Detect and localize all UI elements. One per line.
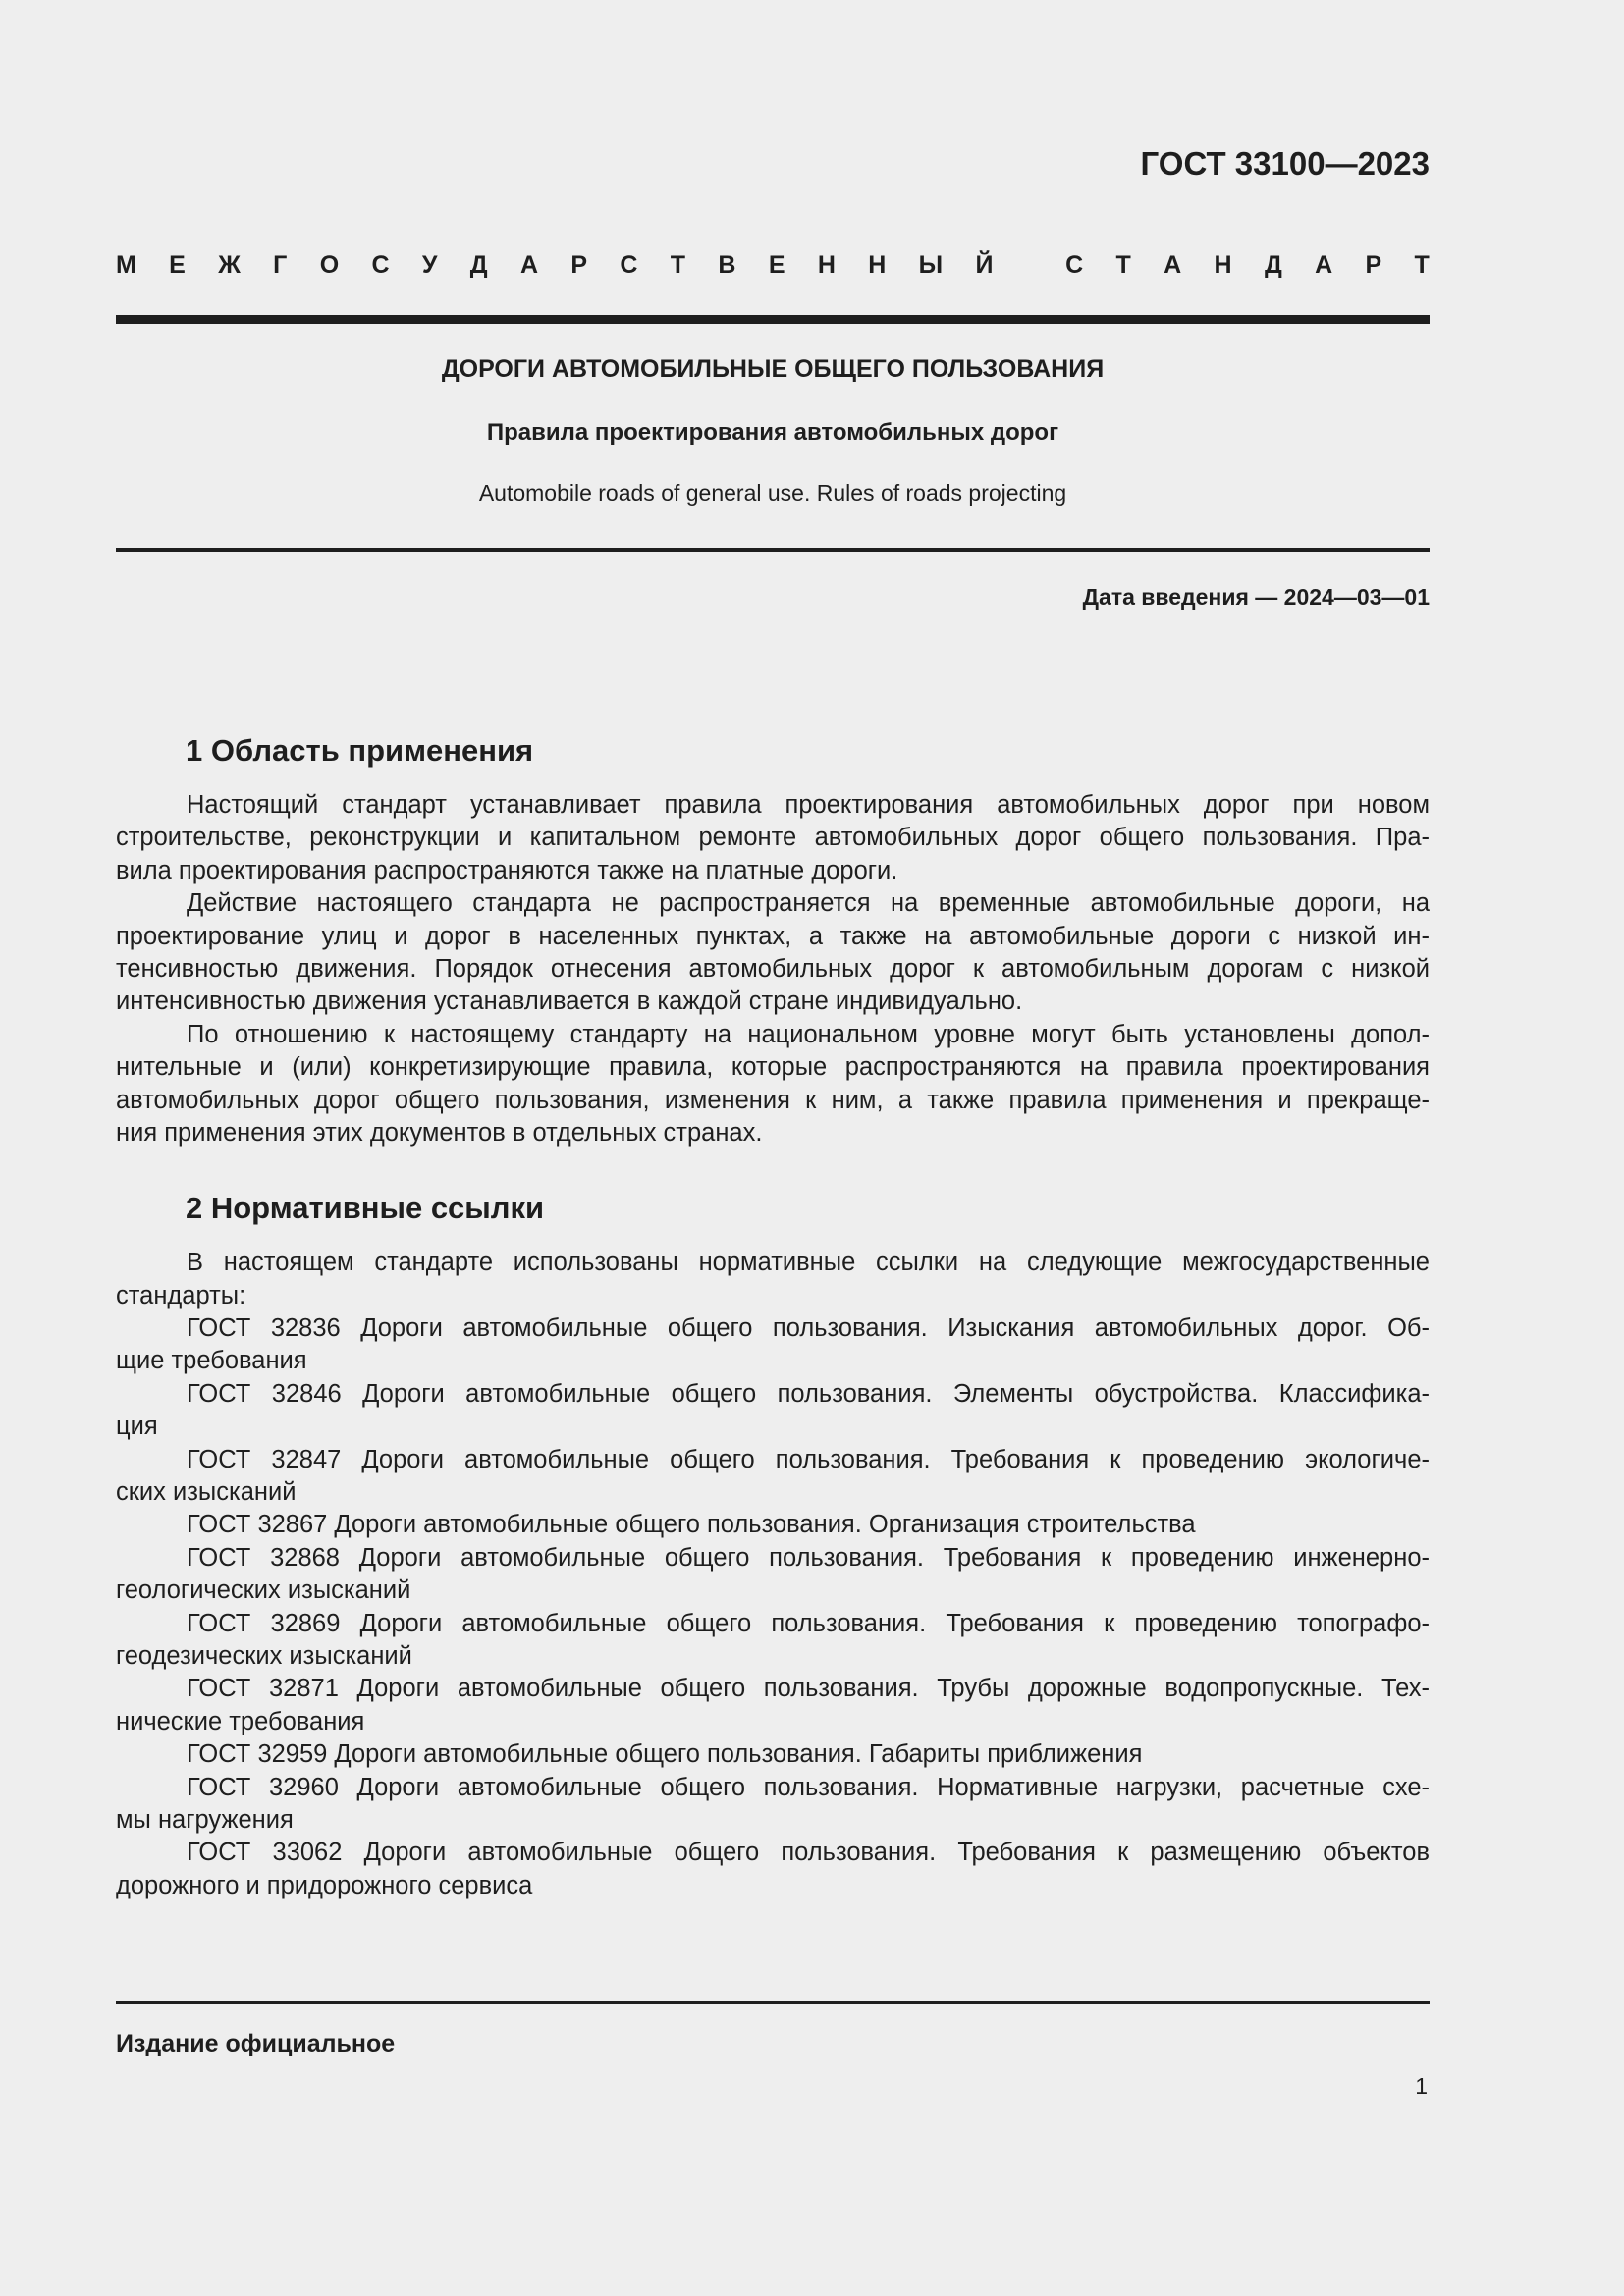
footer-divider	[116, 2001, 1430, 2004]
heading-letter: М	[116, 251, 136, 279]
heading-letter: В	[718, 251, 736, 279]
heading-letter: Н	[1214, 251, 1232, 279]
heading-letter: Т	[1414, 251, 1430, 279]
introduction-date: Дата введения — 2024—03—01	[1082, 584, 1430, 610]
reference-item	[116, 1509, 1430, 1541]
text-line: щие требования	[116, 1347, 307, 1375]
heading-letter: Е	[768, 251, 785, 279]
reference-item	[116, 1542, 1430, 1608]
heading-letter: Й	[975, 251, 994, 279]
reference-item	[116, 1378, 1430, 1444]
paragraph	[116, 1019, 1430, 1150]
text-line: проектирование улиц и дорог в населенных пунктах, а также на автомобильные дороги с низкой ин-	[116, 922, 1430, 950]
text-line: Настоящий стандарт устанавливает правила проектирования автомобильных дорог при новом	[187, 791, 1430, 819]
text-line: ских изысканий	[116, 1478, 297, 1507]
heading-letter: Е	[169, 251, 186, 279]
heading-letter: Ы	[918, 251, 944, 279]
heading-letter: С	[1065, 251, 1084, 279]
reference-item	[116, 1608, 1430, 1674]
text-line: геодезических изысканий	[116, 1641, 412, 1670]
text-line: ция	[116, 1413, 158, 1441]
official-edition-label: Издание официальное	[116, 2030, 396, 2057]
text-line: ГОСТ 33062 Дороги автомобильные общего пользования. Требования к размещению объектов	[187, 1839, 1430, 1867]
text-line: нические требования	[116, 1707, 365, 1735]
paragraph	[116, 887, 1430, 1019]
standard-type-heading	[116, 251, 1430, 280]
divider	[116, 548, 1430, 552]
text-line: ГОСТ 32959 Дороги автомобильные общего пользования. Габариты приближения	[187, 1740, 1143, 1769]
heading-letter: Н	[868, 251, 887, 279]
document-title: ДОРОГИ АВТОМОБИЛЬНЫЕ ОБЩЕГО ПОЛЬЗОВАНИЯ	[441, 355, 1105, 383]
paragraph	[116, 1247, 1430, 1312]
letter-gap	[1026, 251, 1033, 280]
heading-letter: А	[1164, 251, 1182, 279]
heading-letter: Т	[1115, 251, 1131, 279]
text-line: ГОСТ 32871 Дороги автомобильные общего пользования. Трубы дорожные водопропускные. Тех-	[187, 1675, 1430, 1703]
text-line: интенсивностью движения устанавливается в каждой стране индивидуально.	[116, 988, 1023, 1016]
heading-letter: Р	[1365, 251, 1382, 279]
document-code: ГОСТ 33100—2023	[1140, 145, 1430, 182]
text-line: ГОСТ 32960 Дороги автомобильные общего пользования. Нормативные нагрузки, расчетные схе-	[187, 1773, 1430, 1801]
reference-item	[116, 1312, 1430, 1378]
document-subtitle: Правила проектирования автомобильных дорог	[486, 419, 1059, 446]
text-line: автомобильных дорог общего пользования, изменения к ним, а также правила применения и прекраще-	[116, 1086, 1430, 1114]
heading-letter: Н	[817, 251, 836, 279]
text-line: ГОСТ 32869 Дороги автомобильные общего пользования. Требования к проведению топографо-	[187, 1609, 1430, 1637]
heading-letter: О	[319, 251, 340, 279]
heading-letter: А	[1315, 251, 1333, 279]
text-line: мы нагружения	[116, 1805, 294, 1834]
thick-divider	[116, 315, 1430, 324]
reference-item	[116, 1738, 1430, 1771]
section-heading: 2 Нормативные ссылки	[186, 1191, 545, 1226]
text-line: строительстве, реконструкции и капитальном ремонте автомобильных дорог общего пользования. Пра-	[116, 824, 1430, 852]
reference-item	[116, 1673, 1430, 1738]
text-line: ГОСТ 32847 Дороги автомобильные общего пользования. Требования к проведению экологиче-	[187, 1445, 1430, 1473]
text-line: Действие настоящего стандарта не распространяется на временные автомобильные дороги, на	[187, 889, 1430, 918]
heading-letter: У	[421, 251, 438, 279]
heading-letter: Р	[570, 251, 588, 279]
heading-letter: С	[371, 251, 390, 279]
heading-letter: Д	[469, 251, 488, 279]
heading-letter: А	[519, 251, 539, 279]
text-line: ГОСТ 32836 Дороги автомобильные общего пользования. Изыскания автомобильных дорог. Об-	[187, 1314, 1430, 1343]
text-line: ния применения этих документов в отдельных странах.	[116, 1118, 763, 1147]
heading-letter: Г	[273, 251, 288, 279]
text-line: тенсивностью движения. Порядок отнесения автомобильных дорог к автомобильным дорогам с низкой	[116, 954, 1430, 983]
page-number: 1	[1415, 2073, 1428, 2099]
heading-letter: Т	[670, 251, 686, 279]
text-line: вила проектирования распространяются также на платные дороги.	[116, 856, 898, 884]
heading-letter: Д	[1264, 251, 1282, 279]
text-line: В настоящем стандарте использованы нормативные ссылки на следующие межгосударственные	[187, 1249, 1430, 1277]
text-line: нительные и (или) конкретизирующие правила, которые распространяются на правила проектирования	[116, 1053, 1430, 1082]
text-line: дорожного и придорожного сервиса	[116, 1871, 533, 1899]
section-heading: 1 Область применения	[186, 733, 534, 768]
text-line: По отношению к настоящему стандарту на национальном уровне могут быть установлены допол-	[187, 1020, 1430, 1048]
reference-item	[116, 1772, 1430, 1838]
document-body	[116, 731, 1430, 1902]
reference-item	[116, 1837, 1430, 1902]
paragraph	[116, 789, 1430, 887]
text-line: ГОСТ 32867 Дороги автомобильные общего пользования. Организация строительства	[187, 1511, 1196, 1539]
text-line: ГОСТ 32846 Дороги автомобильные общего пользования. Элементы обустройства. Классифика-	[187, 1379, 1430, 1408]
heading-letter: Ж	[218, 251, 241, 279]
reference-item	[116, 1444, 1430, 1510]
text-line: стандарты:	[116, 1281, 246, 1309]
heading-letter: С	[620, 251, 638, 279]
english-title: Automobile roads of general use. Rules of roads projecting	[478, 480, 1067, 506]
text-line: ГОСТ 32868 Дороги автомобильные общего пользования. Требования к проведению инженерно-	[187, 1543, 1430, 1572]
text-line: геологических изысканий	[116, 1576, 411, 1605]
